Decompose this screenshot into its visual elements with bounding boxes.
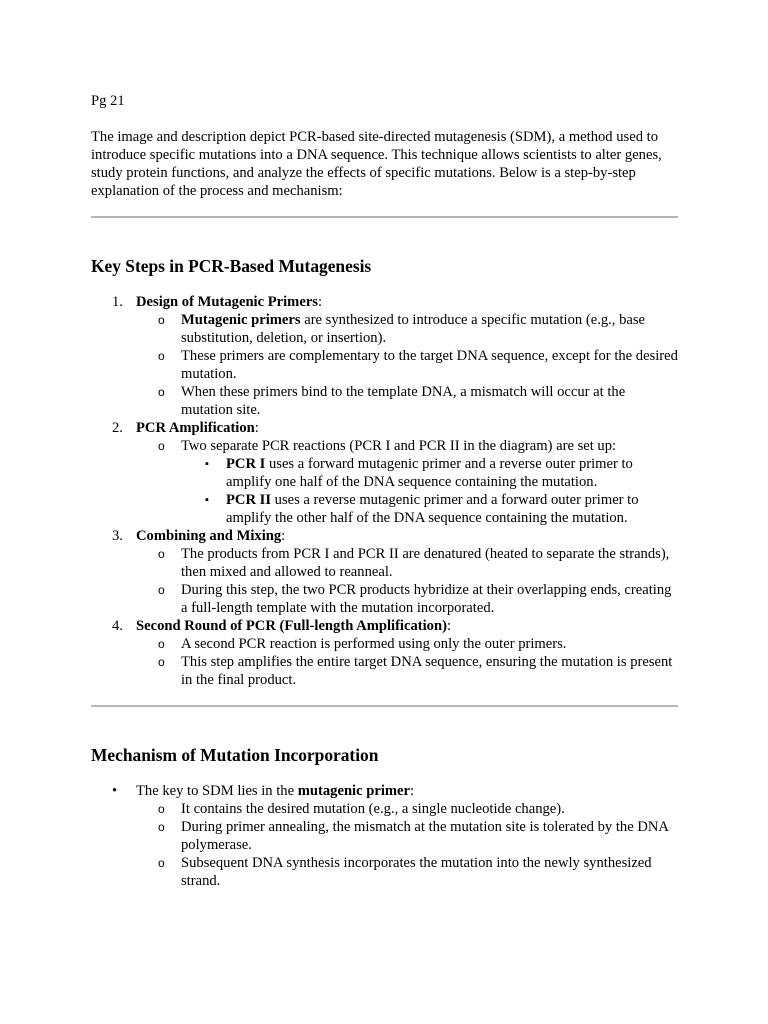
bullet-prefix: The key to SDM lies in the — [136, 783, 298, 799]
step-points — [136, 311, 678, 419]
point-text: A second PCR reaction is performed using only the outer primers. — [181, 636, 567, 652]
step-item — [91, 617, 678, 689]
list-item — [136, 800, 678, 818]
steps-list — [91, 293, 678, 689]
circle-bullet-icon: o — [158, 856, 165, 870]
bullet-suffix: : — [410, 783, 415, 799]
point-text: These primers are complementary to the target DNA sequence, except for the desired mutation. — [181, 348, 678, 382]
circle-bullet-icon: o — [158, 637, 165, 651]
list-item — [136, 854, 678, 890]
step-colon: : — [446, 618, 452, 634]
step-title: Second Round of PCR (Full-length Amplification) — [136, 618, 447, 634]
bullet-icon: • — [112, 783, 118, 799]
list-item — [136, 383, 678, 419]
point-text: are synthesized to introduce a specific mutation (e.g., base substitution, deletion, or insertion). — [181, 312, 646, 346]
step-colon: : — [317, 294, 323, 310]
point-text: uses a forward mutagenic primer and a reverse outer primer to amplify one half of the DNA sequence containing the mutation. — [226, 456, 633, 490]
list-item — [136, 635, 678, 653]
step-title: Design of Mutagenic Primers — [136, 294, 318, 310]
step-title: Combining and Mixing — [136, 528, 282, 544]
mechanism-points — [136, 800, 678, 890]
section-heading-mechanism: Mechanism of Mutation Incorporation — [91, 745, 379, 765]
list-item — [136, 653, 678, 689]
point-text: uses a reverse mutagenic primer and a forward outer primer to amplify the other half of the DNA sequence containing the mutation. — [226, 492, 639, 526]
bullet-bold: mutagenic primer — [297, 783, 410, 799]
step-colon: : — [281, 528, 286, 544]
step-number: 4. — [112, 618, 123, 634]
point-bold: Mutagenic primers — [181, 312, 301, 328]
step-points — [136, 437, 678, 527]
list-item — [181, 491, 678, 527]
step-points — [136, 635, 678, 689]
circle-bullet-icon: o — [158, 583, 165, 597]
point-text: Subsequent DNA synthesis incorporates the mutation into the newly synthesized strand. — [181, 855, 652, 889]
point-text: It contains the desired mutation (e.g., a single nucleotide change). — [181, 801, 565, 817]
document-content — [91, 92, 678, 890]
circle-bullet-icon: o — [158, 313, 165, 327]
circle-bullet-icon: o — [158, 349, 165, 363]
step-number: 1. — [112, 294, 123, 310]
circle-bullet-icon: o — [158, 655, 165, 669]
horizontal-rule — [91, 216, 678, 218]
step-number: 3. — [112, 528, 123, 544]
step-points — [136, 545, 678, 617]
step-colon: : — [254, 420, 259, 436]
list-item — [136, 311, 678, 347]
mechanism-list — [91, 782, 678, 890]
page-label: Pg 21 — [91, 93, 125, 109]
circle-bullet-icon: o — [158, 802, 165, 816]
horizontal-rule — [91, 705, 678, 707]
point-text: During primer annealing, the mismatch at the mutation site is tolerated by the DNA polymerase. — [181, 819, 669, 853]
circle-bullet-icon: o — [158, 547, 165, 561]
list-item — [91, 782, 678, 890]
list-item — [136, 581, 678, 617]
step-item — [91, 527, 678, 617]
intro-paragraph: The image and description depict PCR-based site-directed mutagenesis (SDM), a method used to introduce specific mutations into a DNA sequence. This technique allows scientists to alter genes, study protein functions, and analyze the effects of specific mutations. Below is a step-by-step explanation of the process and mechanism: — [91, 129, 662, 199]
section-heading-key-steps: Key Steps in PCR-Based Mutagenesis — [91, 256, 372, 276]
list-item — [136, 818, 678, 854]
point-bold: PCR I — [226, 456, 266, 472]
point-bold: PCR II — [226, 492, 271, 508]
point-text: This step amplifies the entire target DNA sequence, ensuring the mutation is present in the final product. — [181, 654, 673, 688]
list-item — [136, 437, 678, 527]
point-text: Two separate PCR reactions (PCR I and PCR II in the diagram) are set up: — [181, 438, 617, 454]
point-text: The products from PCR I and PCR II are denatured (heated to separate the strands), then mixed and allowed to reanneal. — [181, 546, 670, 580]
step-item — [91, 293, 678, 419]
square-bullet-icon: ▪ — [205, 458, 209, 470]
list-item — [136, 545, 678, 581]
step-title: PCR Amplification — [136, 420, 255, 436]
step-item — [91, 419, 678, 527]
circle-bullet-icon: o — [158, 820, 165, 834]
list-item — [136, 347, 678, 383]
step-number: 2. — [112, 420, 123, 436]
point-text: During this step, the two PCR products hybridize at their overlapping ends, creating a full-length template with the mutation incorporated. — [181, 582, 672, 616]
sub-points — [181, 455, 678, 527]
circle-bullet-icon: o — [158, 439, 165, 453]
point-text: When these primers bind to the template DNA, a mismatch will occur at the mutation site. — [181, 384, 626, 418]
square-bullet-icon: ▪ — [205, 494, 209, 506]
circle-bullet-icon: o — [158, 385, 165, 399]
list-item — [181, 455, 678, 491]
